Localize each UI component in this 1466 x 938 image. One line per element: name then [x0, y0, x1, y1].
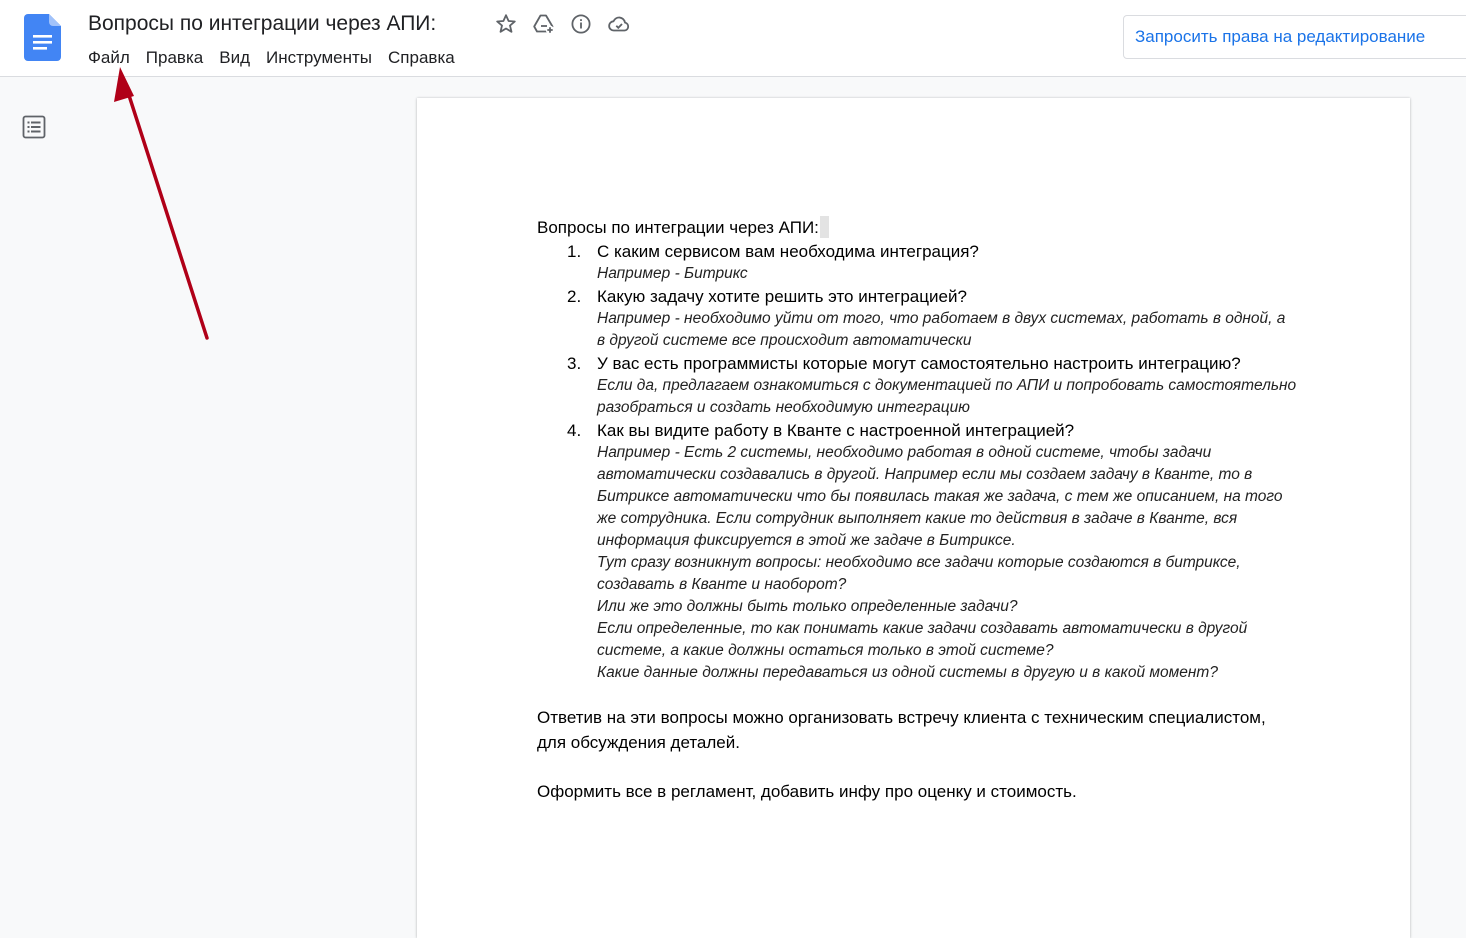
question-hint: Например - Битрикс	[597, 265, 748, 282]
text-selection-highlight	[820, 216, 829, 238]
menu-bar	[80, 45, 463, 71]
info-icon[interactable]	[569, 12, 593, 36]
question-hint: Какие данные должны передаваться из одной системы в другую и в какой момент?	[597, 664, 1218, 681]
list-number: 3.	[567, 354, 582, 373]
move-to-drive-icon[interactable]	[532, 12, 556, 36]
google-docs-logo-icon[interactable]	[24, 14, 61, 61]
list-item	[537, 285, 1297, 352]
top-bar	[0, 0, 1466, 77]
question-hint: Например - необходимо уйти от того, что работаем в двух системах, работать в одной, а в другой системе все происходит автоматически	[597, 310, 1286, 349]
list-item	[537, 240, 1297, 285]
menu-view[interactable]: Вид	[219, 48, 250, 67]
list-item	[537, 352, 1297, 419]
list-item	[537, 419, 1297, 684]
request-edit-access-button[interactable]: Запросить права на редактирование	[1123, 15, 1466, 59]
question-title: Какую задачу хотите решить это интеграцией?	[597, 287, 967, 306]
document-heading: Вопросы по интеграции через АПИ:	[537, 216, 1297, 240]
questions-list	[537, 240, 1297, 684]
question-title: С каким сервисом вам необходима интеграция?	[597, 242, 979, 261]
star-icon[interactable]	[494, 12, 518, 36]
question-hint: Если да, предлагаем ознакомиться с документацией по АПИ и попробовать самостоятельно разобраться и создать необходимую интеграцию	[597, 377, 1297, 416]
closing-paragraph: Ответив на эти вопросы можно организовать встречу клиента с техническим специалистом, для обсуждения деталей.	[537, 708, 1266, 752]
question-hint: Например - Есть 2 системы, необходимо работая в одной системе, чтобы задачи автоматически создавались в другой. Например если мы создаем задачу в Кванте, то в Битриксе автоматически что бы появилась такая же задача, с тем же описанием, на того же сотрудника. Если сотрудник выполняет какие то действия в задаче в Кванте, вся информация фиксируется в этой же задаче в Битриксе.	[597, 444, 1283, 549]
cloud-saved-icon[interactable]	[607, 12, 631, 36]
menu-tools[interactable]: Инструменты	[266, 48, 373, 67]
document-page[interactable]	[417, 98, 1410, 938]
question-title: У вас есть программисты которые могут самостоятельно настроить интеграцию?	[597, 354, 1241, 373]
document-outline-icon[interactable]	[21, 114, 47, 140]
document-title[interactable]: Вопросы по интеграции через АПИ:	[88, 12, 437, 35]
document-body[interactable]	[537, 216, 1297, 804]
list-number: 1.	[567, 242, 582, 261]
closing-paragraph: Оформить все в регламент, добавить инфу про оценку и стоимость.	[537, 782, 1077, 801]
menu-edit[interactable]: Правка	[145, 48, 204, 67]
list-number: 4.	[567, 421, 582, 440]
question-title: Как вы видите работу в Кванте с настроенной интеграцией?	[597, 421, 1075, 440]
question-hint: Или же это должны быть только определенные задачи?	[597, 598, 1018, 615]
list-number: 2.	[567, 287, 582, 306]
menu-file[interactable]: Файл	[88, 48, 130, 67]
question-hint: Тут сразу возникнут вопросы: необходимо все задачи которые создаются в битриксе, создавать в Кванте и наоборот?	[597, 554, 1241, 593]
question-hint: Если определенные, то как понимать какие задачи создавать автоматически в другой системе, а какие должны остаться только в этой системе?	[597, 620, 1248, 659]
menu-help[interactable]: Справка	[388, 48, 455, 67]
